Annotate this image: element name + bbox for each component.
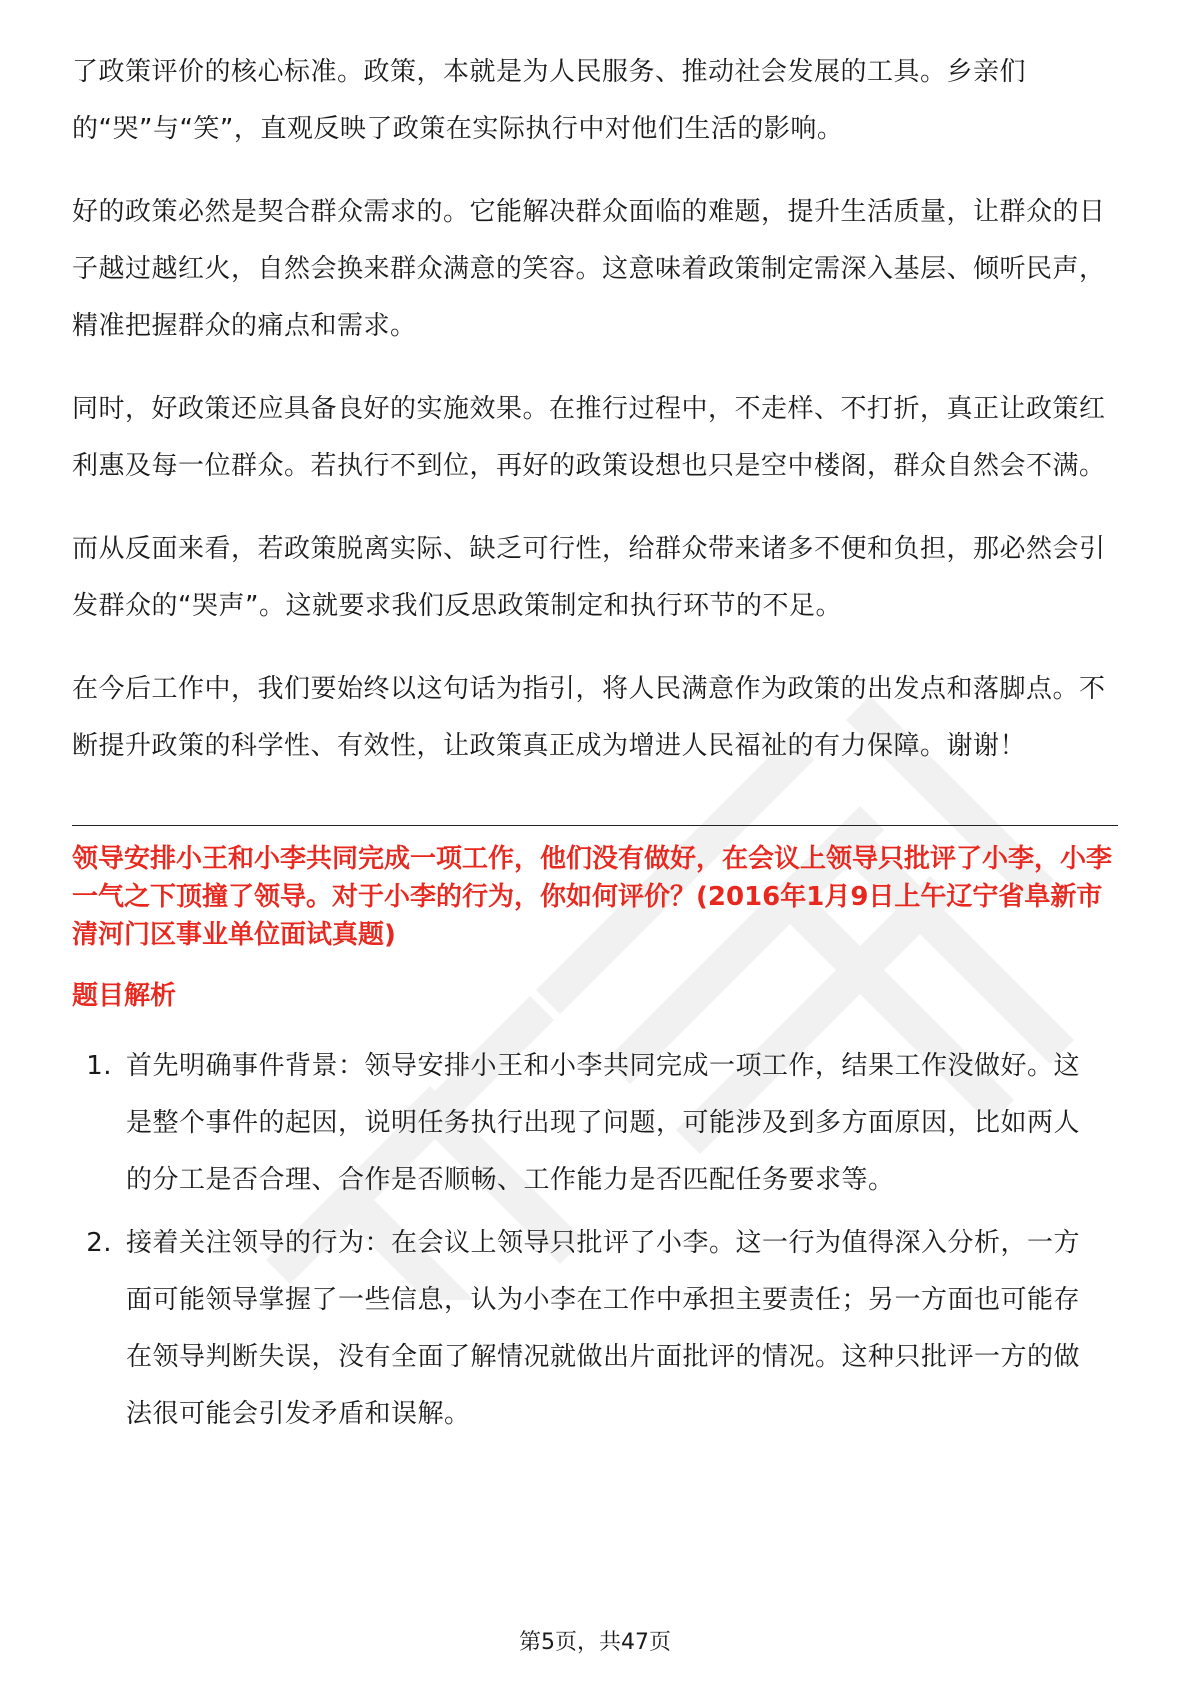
body-paragraph-4: 而从反面来看，若政策脱离实际、缺乏可行性，给群众带来诸多不便和负担，那必然会引发群众的“哭声”。这就要求我们反思政策制定和执行环节的不足。 bbox=[72, 534, 1106, 621]
document-page bbox=[72, 44, 1118, 1449]
list-number: 2. bbox=[86, 1228, 112, 1258]
analysis-title: 题目解析 bbox=[72, 981, 177, 1011]
list-number: 1. bbox=[86, 1051, 112, 1081]
list-text: 首先明确事件背景：领导安排小王和小李共同完成一项工作，结果工作没做好。这是整个事件的起因，说明任务执行出现了问题，可能涉及到多方面原因，比如两人的分工是否合理、合作是否顺畅、工作能力是否匹配任务要求等。 bbox=[126, 1051, 1081, 1195]
section-divider bbox=[72, 825, 1118, 826]
list-text: 接着关注领导的行为：在会议上领导只批评了小李。这一行为值得深入分析，一方面可能领导掌握了一些信息，认为小李在工作中承担主要责任；另一方面也可能存在领导判断失误，没有全面了解情况就做出片面批评的情况。这种只批评一方的做法很可能会引发矛盾和误解。 bbox=[126, 1228, 1081, 1429]
body-paragraph-3: 同时，好政策还应具备良好的实施效果。在推行过程中，不走样、不打折，真正让政策红利惠及每一位群众。若执行不到位，再好的政策设想也只是空中楼阁，群众自然会不满。 bbox=[72, 394, 1106, 481]
question-heading: 领导安排小王和小李共同完成一项工作，他们没有做好，在会议上领导只批评了小李，小李一气之下顶撞了领导。对于小李的行为，你如何评价？(2016年1月9日上午辽宁省阜新市清河门区事业单位面试真题) bbox=[72, 844, 1113, 950]
body-paragraph-5: 在今后工作中，我们要始终以这句话为指引，将人民满意作为政策的出发点和落脚点。不断提升政策的科学性、有效性，让政策真正成为增进人民福祉的有力保障。谢谢！ bbox=[72, 674, 1106, 761]
analysis-list-item bbox=[72, 1215, 1118, 1443]
body-paragraph-1: 了政策评价的核心标准。政策，本就是为人民服务、推动社会发展的工具。乡亲们的“哭”与“笑”，直观反映了政策在实际执行中对他们生活的影响。 bbox=[72, 57, 1027, 144]
analysis-list-item bbox=[72, 1038, 1118, 1209]
page-footer: 第5页，共47页 bbox=[519, 1630, 671, 1655]
body-paragraph-2: 好的政策必然是契合群众需求的。它能解决群众面临的难题，提升生活质量，让群众的日子越过越红火，自然会换来群众满意的笑容。这意味着政策制定需深入基层、倾听民声，精准把握群众的痛点和需求。 bbox=[72, 197, 1106, 341]
